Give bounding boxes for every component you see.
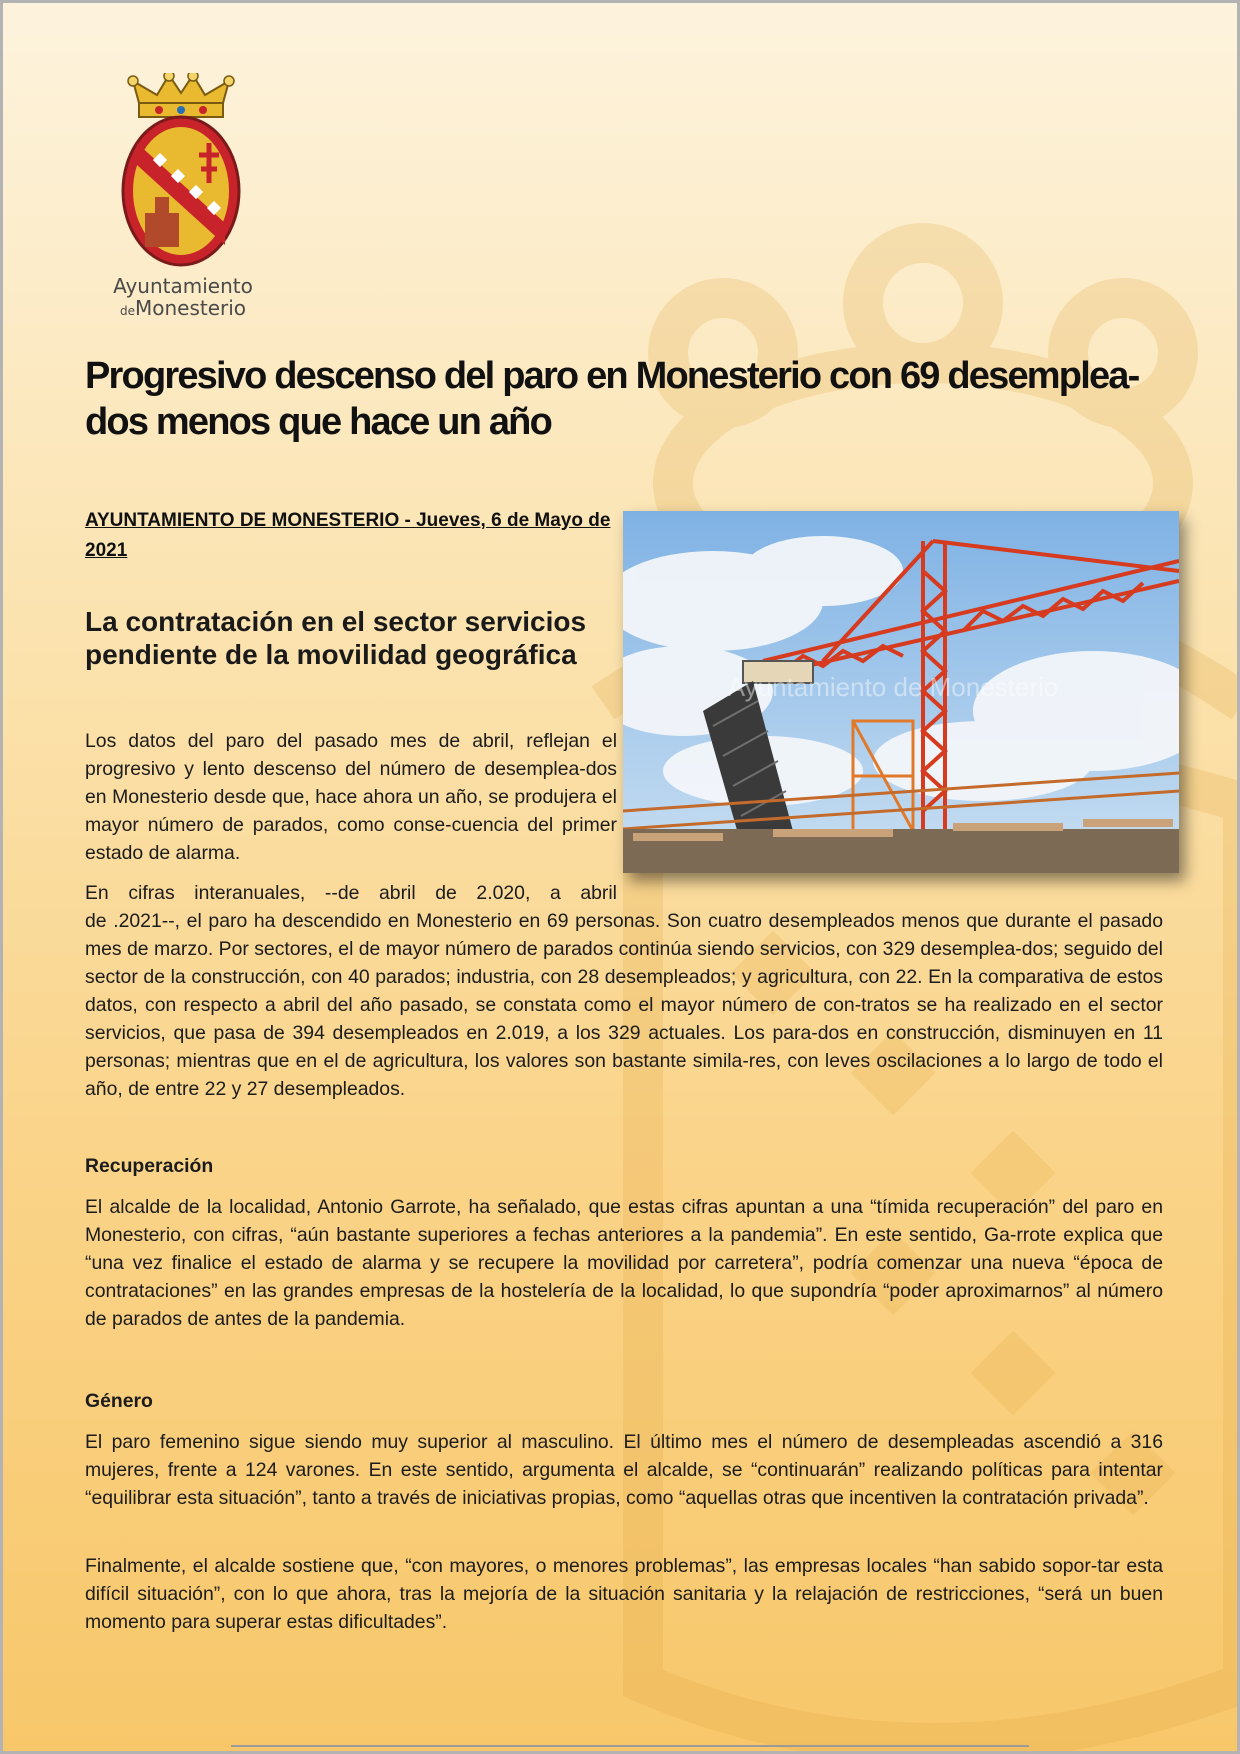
paragraph-2-rest: de .2021--, el paro ha descendido en Monesterio en 69 personas. Son cuatro desempleados menos que durante el pasado mes de marzo. Por sectores, el de mayor número de parados continúa siendo servicios, con 329 desemplea-dos; seguido del sector de la construcción, con 40 parados; industria, con 28 desempleados; y agricultura, con 22. En la comparativa de estos datos, con respecto a abril del año pasado, se constata como el mayor número de con-tratos se ha realizado en el sector servicios, que pasa de 394 desempleados en 2.019, a los 329 actuales. Los para-dos en construcción, disminuyen en 11 personas; mientras que en el de agricultura, los valores son bastante simila-res, con leves oscilaciones a lo largo de todo el año, de entre 22 y 27 desempleados. <box>85 910 1163 1100</box>
crest-caption-line2-wrap <box>103 297 263 322</box>
crest-caption-de: de <box>119 304 135 318</box>
municipal-crest-logo <box>111 73 251 273</box>
paragraph-5: Finalmente, el alcalde sostiene que, “con mayores, o menores problemas”, las empresas locales “han sabido sopor-tar esta difícil situación”, con lo que ahora, tras la mejoría de la situación sanitaria y la relajación de restricciones, “será un buen momento para superar estas dificultades”. <box>85 1555 1163 1633</box>
paragraph-1: Los datos del paro del pasado mes de abril, reflejan el progresivo y lento descenso del número de desemplea-dos en Monesterio desde que, hace ahora un año, se produjera el mayor número de parados, como conse-cuencia del primer estado de alarma. <box>85 730 617 864</box>
photo-watermark-text: Ayuntamiento de Monesterio <box>727 672 1059 702</box>
subheadline: La contratación en el sector servicios pendiente de la movilidad geográfica <box>85 606 587 670</box>
paragraph-2 <box>85 879 1163 1103</box>
construction-photo <box>623 511 1179 873</box>
crest-caption-line2: Monesterio <box>134 296 247 320</box>
construction-crane-photo-icon <box>623 511 1179 873</box>
section-heading-recuperacion: Recuperación <box>85 1155 214 1177</box>
crown-icon <box>128 73 234 117</box>
headline: Progresivo descenso del paro en Monesterio con 69 desemplea-dos menos que hace un año <box>85 355 1139 443</box>
byline: AYUNTAMIENTO DE MONESTERIO - Jueves, 6 de Mayo de 2021 <box>85 510 611 561</box>
crest-caption-line1: Ayuntamiento <box>113 274 253 298</box>
footer-divider <box>231 1745 1029 1747</box>
section-heading-genero: Género <box>85 1390 153 1412</box>
paragraph-2-first-line: En cifras interanuales, --de abril de 2.020, a abril <box>85 882 617 904</box>
paragraph-3: El alcalde de la localidad, Antonio Garrote, ha señalado, que estas cifras apuntan a una “tímida recuperación” del paro en Monesterio, con cifras, “aún bastante superiores a fechas anteriores a la pandemia”. En este sentido, Ga-rrote explica que “una vez finalice el estado de alarma y se recupere la movilidad por carretera”, podría comenzar una nueva “época de contrataciones” en las grandes empresas de la hostelería de la localidad, lo que supondría “poder aproximarnos” al número de parados de antes de la pandemia. <box>85 1196 1163 1330</box>
crest-caption <box>103 275 263 322</box>
paragraph-4: El paro femenino sigue siendo muy superior al masculino. El último mes el número de desempleadas ascendió a 316 mujeres, frente a 124 varones. En este sentido, argumenta el alcalde, se “continuarán” realizando políticas para intentar “equilibrar esta situación”, tanto a través de iniciativas propias, como “aquellas otras que incentiven la contratación privada”. <box>85 1431 1163 1509</box>
